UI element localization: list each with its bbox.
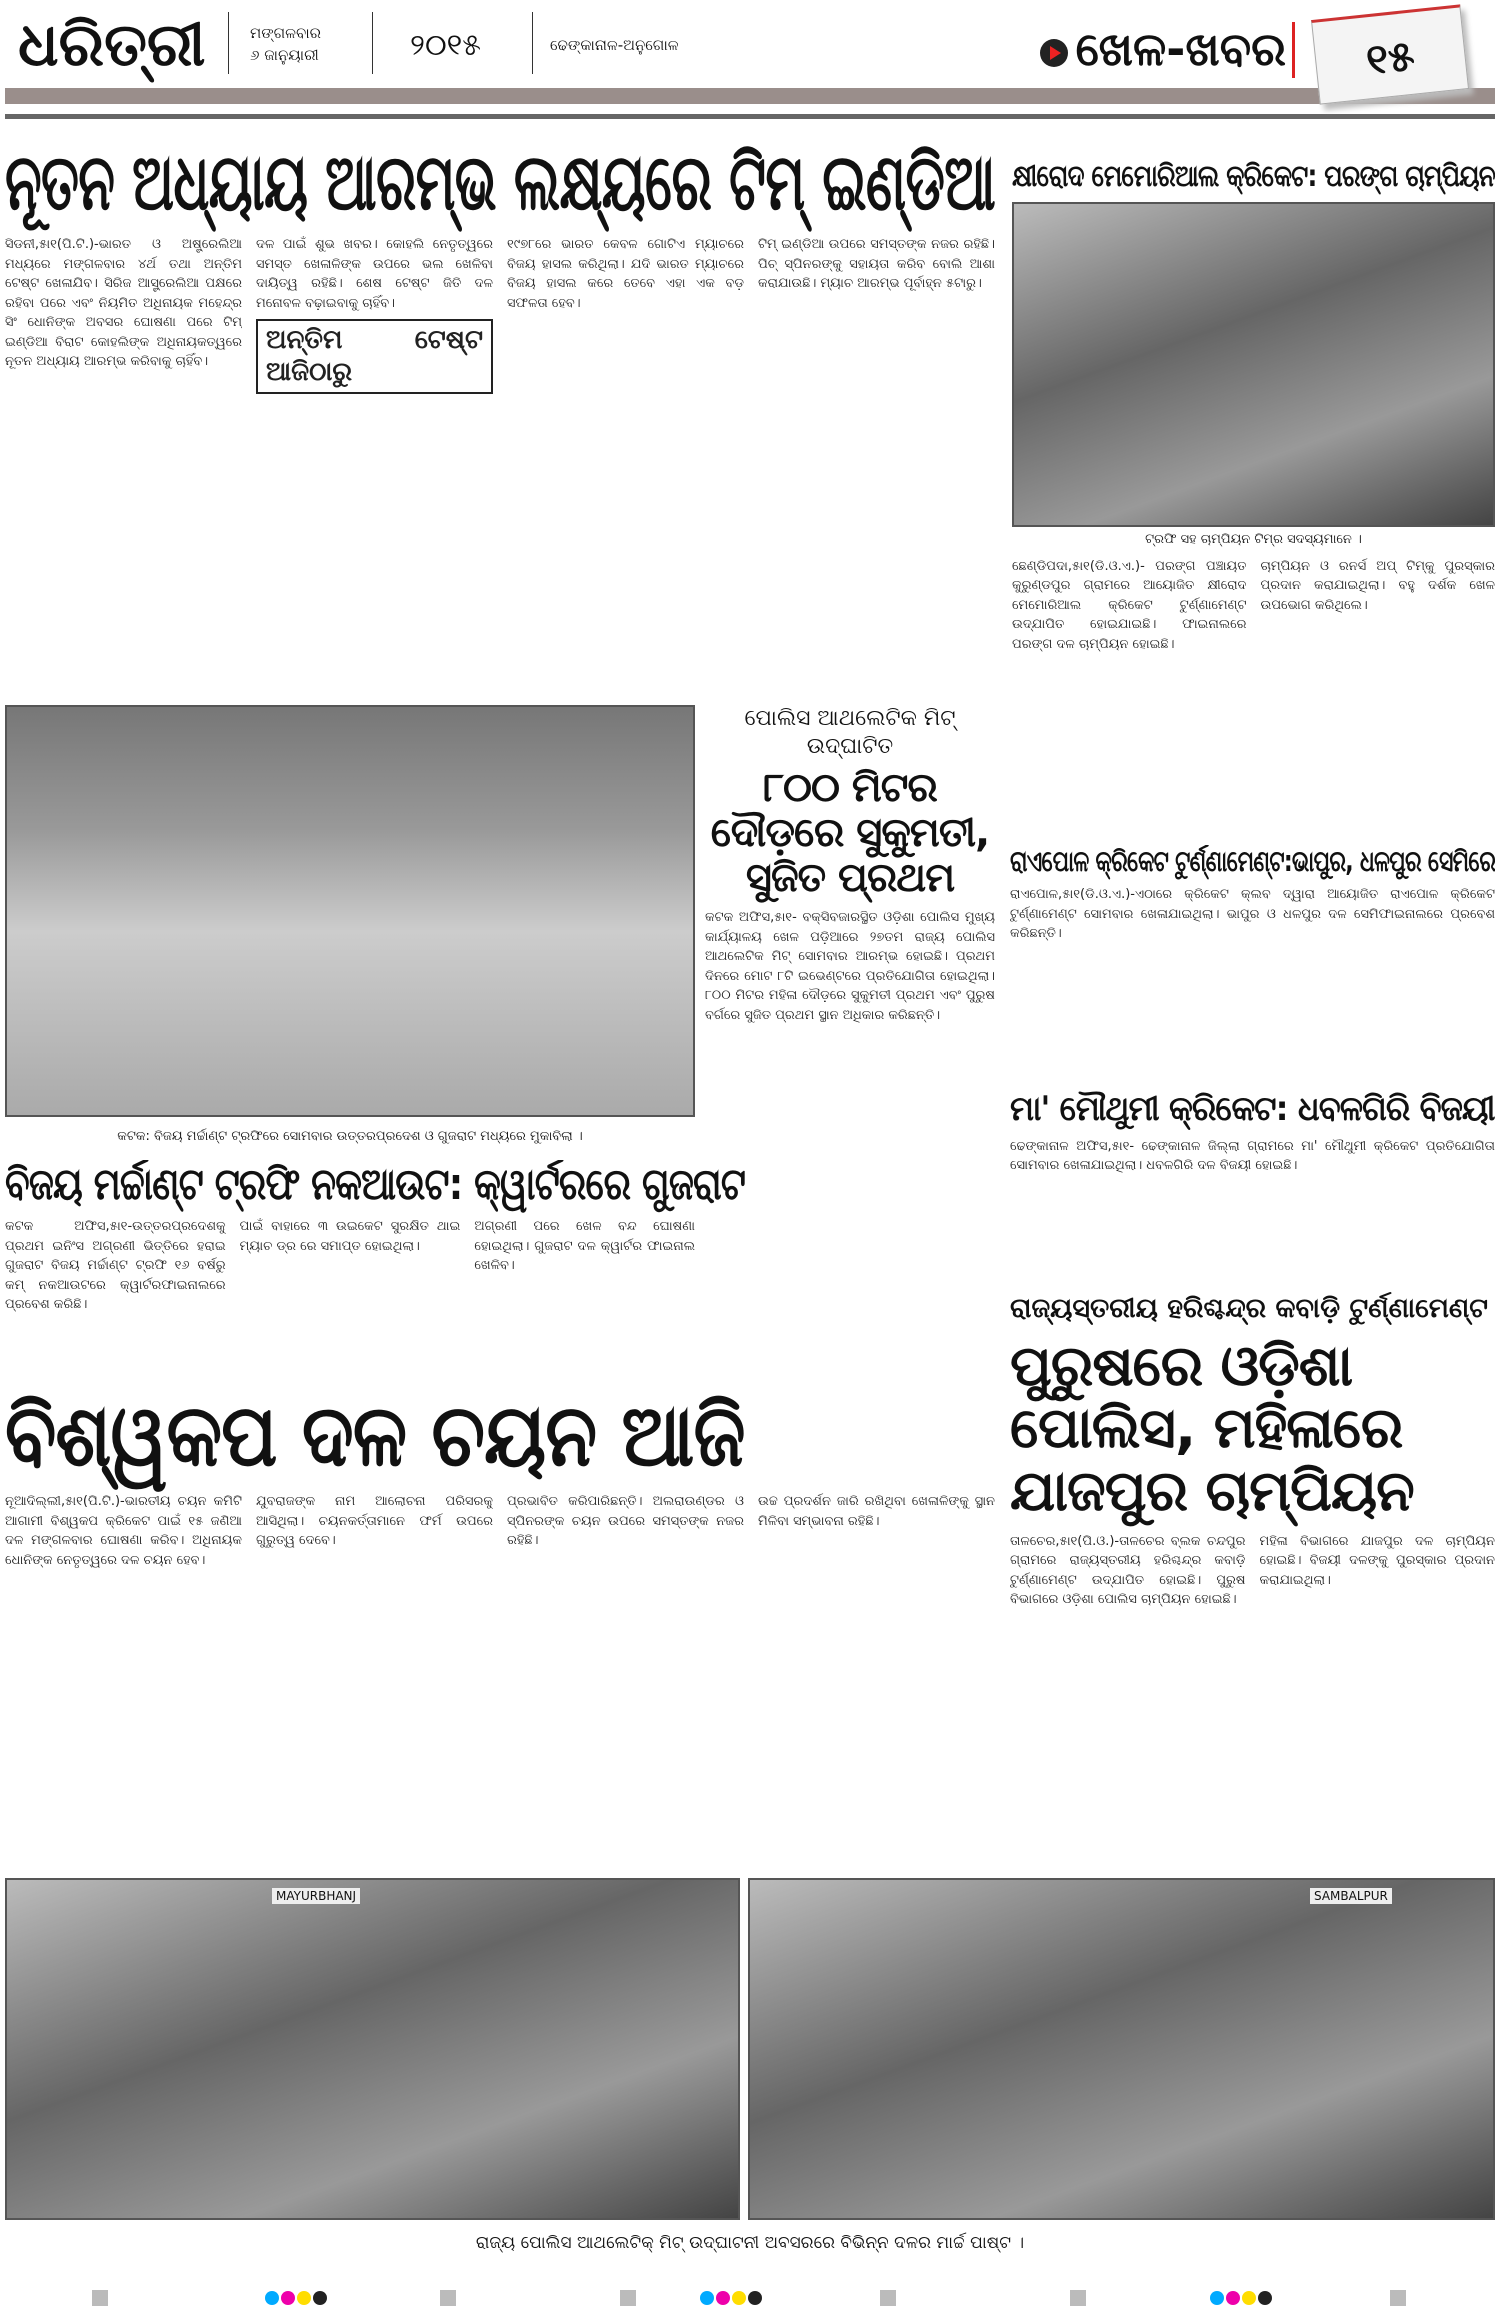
column-text: ଦଳ ପାଇଁ ଶୁଭ ଖବର। କୋହଲି ନେତୃତ୍ୱରେ ସମସ୍ତ ଖେଳାଳିଙ୍କ ଉପରେ ଭଲ ଖେଳିବା ଦାୟିତ୍ୱ ରହିଛି। ଶେଷ ଟେଷ୍ଟ ଜିତି ଦଳ ମନୋବଳ ବଢ଼ାଇବାକୁ ଚାହିଁବ। [256, 237, 493, 311]
header-rule [5, 114, 1495, 119]
column: ଉଚ୍ଚ ପ୍ରଦର୍ଶନ ଜାରି ରଖିଥିବା ଖେଳାଳିଙ୍କୁ ସ୍ଥାନ ମିଳିବା ସମ୍ଭାବନା ରହିଛି। [758, 1494, 995, 1529]
raipola-body [1010, 885, 1495, 1080]
hazare-body [5, 1217, 695, 1382]
lead-story [5, 140, 995, 702]
inset-box: ଅନ୍ତିମ ଟେଷ୍ଟ ଆଜିଠାରୁ [256, 319, 493, 393]
cricket-photo [5, 705, 695, 1117]
worldcup-headline-wrap [5, 1388, 745, 1484]
column: କଟକ ଅଫିସ,୫ା୧-ଉତ୍ତରପ୍ରଦେଶକୁ ପ୍ରଥମ ଇନିଂସ ଅଗ୍ରଣୀ ଭିତ୍ତିରେ ହରାଇ ଗୁଜରାଟ ବିଜୟ ମର୍ଚ୍ଚାଣ୍ଟ ଟ୍ରଫି ୧୬ ବର୍ଷରୁ କମ୍ ନକଆଉଟରେ କ୍ୱାର୍ଟରଫାଇନାଲରେ ପ୍ରବେଶ କରିଛି। [5, 1219, 226, 1313]
cricket-caption: କଟକ: ବିଜୟ ମର୍ଚ୍ଚାଣ୍ଟ ଟ୍ରଫିରେ ସୋମବାର ଉତ୍ତରପ୍ରଦେଶ ଓ ଗୁଜରାଟ ମଧ୍ୟରେ ମୁକାବିଲା । [117, 1129, 583, 1144]
mouthumi-headline: ମା' ମୌଥୁମୀ କ୍ରିକେଟ: ଧବଳଗିରି ବିଜୟୀ [1010, 1089, 1495, 1130]
play-icon [1040, 39, 1068, 67]
column: ତାଳଚେର,୫ା୧(ପି.ଓ.)-ତାଳଚେର ବ୍ଲକ ଚନ୍ଦପୁର ଗ୍ରାମରେ ରାଜ୍ୟସ୍ତରୀୟ ହରିଶ୍ଚନ୍ଦ୍ର କବାଡ଼ି ଟୁର୍ଣ୍ଣାମେଣ୍ଟ ଉଦ୍‌ଯାପିତ ହୋଇଛି। ପୁରୁଷ ବିଭାଗରେ ଓଡ଼ିଶା ପୋଲିସ ଚାମ୍ପିୟନ ହୋଇଛି। [1010, 1533, 1246, 1608]
column: ପାଇଁ ବାହାରେ ୩ ଉଇକେଟ ସୁରକ୍ଷିତ ଥାଇ ମ୍ୟାଚ ଡ୍ର ରେ ସମାପ୍ତ ହୋଇଥିଲା। [239, 1219, 461, 1254]
column: ସିଡନୀ,୫ା୧(ପି.ଟି.)-ଭାରତ ଓ ଅଷ୍ଟ୍ରେଲିଆ ମଧ୍ୟରେ ମଙ୍ଗଳବାର ୪ର୍ଥ ତଥା ଅନ୍ତିମ ଟେଷ୍ଟ ଖେଳାଯିବ। ସିରିଜ ଆସ୍ଟ୍ରେଲିଆ ପକ୍ଷରେ ରହିବା ପରେ ଏବଂ ନିୟମିତ ଅଧିନାୟକ ମହେନ୍ଦ୍ର ସିଂ ଧୋନିଙ୍କ ଅବସର ଘୋଷଣା ପରେ ଟିମ୍ ଇଣ୍ଡିଆ ବିରାଟ କୋହଲିଙ୍କ ଅଧିନାୟକତ୍ୱରେ ନୂତନ ଅଧ୍ୟାୟ ଆରମ୍ଭ କରିବାକୁ ଚାହିଁବ। [5, 237, 242, 370]
day: ମଙ୍ଗଳବାର [250, 24, 322, 42]
athletics-kicker: ପୋଲିସ ଆଥଲେଟିକ ମିଟ୍ ଉଦ୍‌ଘାଟିତ [744, 706, 956, 759]
column: ପ୍ରଭାବିତ କରିପାରିଛନ୍ତି। ଅଲରାଉଣ୍ଡର ଓ ସ୍ପିନରଙ୍କ ଚୟନ ଉପରେ ସମସ୍ତଙ୍କ ନଜର ରହିଛି। [507, 1494, 744, 1549]
column [256, 235, 493, 702]
masthead-logo: ଧରିତ୍ରୀ [18, 10, 206, 80]
kheerod-headline: କ୍ଷୀରୋଦ ମେମୋରିଆଲ କ୍ରିକେଟ: ପରଙ୍ଗ ଚାମ୍ପିୟନ [1012, 160, 1495, 194]
column: ଛେଣ୍ଡିପଦା,୫ା୧(ଡି.ଓ.ଏ.)- ପରଙ୍ଗ ପଞ୍ଚାୟତ କୁରୁଣ୍ଡପୁର ଗ୍ରାମରେ ଆୟୋଜିତ କ୍ଷୀରୋଦ ମେମୋରିଆଲ କ୍ରିକେଟ ଟୁର୍ଣ୍ଣାମେଣ୍ଟ ଉଦ୍‌ଯାପିତ ହୋଇଯାଇଛି। ଫାଇନାଲରେ ପରଙ୍ଗ ଦଳ ଚାମ୍ପିୟନ ହୋଇଛି। [1012, 558, 1247, 652]
column: କଟକ ଅଫିସ,୫ା୧- ବକ୍ସିବଜାରସ୍ଥିତ ଓଡ଼ିଶା ପୋଲିସ ମୁଖ୍ୟ କାର୍ଯ୍ୟାଳୟ ଖେଳ ପଡ଼ିଆରେ ୨୭ତମ ରାଜ୍ୟ ପୋଲିସ ଆଥଲେଟିକ ମିଟ୍ ସୋମବାର ଆରମ୍ଭ ହୋଇଛି। ପ୍ରଥମ ଦିନରେ ମୋଟ ୮ଟି ଇଭେଣ୍ଟରେ ପ୍ରତିଯୋଗିତା ହୋଇଥିଲା। ୮୦୦ ମିଟର ମହିଳା ଦୌଡ଼ରେ ସୁକୁମତୀ ପ୍ରଥମ ଏବଂ ପୁରୁଷ ବର୍ଗରେ ସୁଜିତ ପ୍ରଥମ ସ୍ଥାନ ଅଧିକାର କରିଛନ୍ତି। [705, 910, 995, 1023]
banner-text: SAMBALPUR [1310, 1888, 1392, 1904]
divider [532, 12, 533, 74]
hazare-headline: ବିଜୟ ମର୍ଚ୍ଚାଣ୍ଟ ଟ୍ରଫି ନକଆଉଟ: କ୍ୱାର୍ଟରରେ ଗୁଜରାଟ [5, 1160, 745, 1210]
raipola-mouthumi [1010, 845, 1495, 1285]
worldcup-headline: ବିଶ୍ୱକପ ଦଳ ଚୟନ ଆଜି [5, 1388, 745, 1486]
date: ୬ ଜାନୁୟାରୀ [250, 46, 319, 64]
column: ଢେଙ୍କାନାଳ ଅଫିସ,୫ା୧- ଢେଙ୍କାନାଳ ଜିଲ୍ଲା ଗ୍ରାମରେ ମା' ମୌଥୁମୀ କ୍ରିକେଟ ପ୍ରତିଯୋଗିତା ସୋମବାର ଖେଳାଯାଇଥିଲା। ଧବଳଗିରି ଦଳ ବିଜୟୀ ହୋଇଛି। [1010, 1138, 1495, 1174]
section-label: ଖେଳ-ଖବର [1075, 22, 1286, 76]
kheerod-body [1012, 557, 1495, 840]
kabadi-headline: ପୁରୁଷରେ ଓଡ଼ିଶା ପୋଲିସ, ମହିଳାରେ ଯାଜପୁର ଚାମ୍ପିୟନ [1010, 1333, 1414, 1525]
lead-body [5, 235, 995, 702]
column: ଚାମ୍ପିୟନ ଓ ରନର୍ସ ଅପ୍ ଟିମ୍‌କୁ ପୁରସ୍କାର ପ୍ରଦାନ କରାଯାଇଥିଲା। ବହୁ ଦର୍ଶକ ଖେଳ ଉପଭୋଗ କରିଥିଲେ। [1260, 558, 1495, 613]
march-photo-right [748, 1878, 1495, 2220]
print-marks [0, 2290, 1500, 2310]
column: ଯୁବରାଜଙ୍କ ନାମ ଆଲୋଚନା ପରିସରକୁ ଆସିଥିଲା। ଚୟନକର୍ତ୍ତାମାନେ ଫର୍ମ ଉପରେ ଗୁରୁତ୍ୱ ଦେବେ। [256, 1494, 493, 1549]
page-number: ୧୫ [1311, 4, 1469, 104]
athletics-story [705, 705, 995, 1220]
worldcup-story [5, 1388, 995, 1836]
masthead-dateline [250, 22, 321, 66]
kabadi-story [1010, 1292, 1495, 1836]
kheerod-story [1012, 160, 1495, 840]
team-photo [1012, 202, 1495, 527]
column: ନୂଆଦିଲ୍ଲୀ,୫ା୧(ପି.ଟି.)-ଭାରତୀୟ ଚୟନ କମିଟି ଆଗାମୀ ବିଶ୍ୱକପ କ୍ରିକେଟ ପାଇଁ ୧୫ ଜଣିଆ ଦଳ ମଙ୍ଗଳବାର ଘୋଷଣା କରିବ। ଅଧିନାୟକ ଧୋନିଙ୍କ ନେତୃତ୍ୱରେ ଦଳ ଚୟନ ହେବ। [5, 1494, 242, 1568]
column: ଟିମ୍ ଇଣ୍ଡିଆ ଉପରେ ସମସ୍ତଙ୍କ ନଜର ରହିଛି। ପିଚ୍ ସ୍ପିନରଙ୍କୁ ସହାୟତା କରିବ ବୋଲି ଆଶା କରାଯାଉଛି। ମ୍ୟାଚ ଆରମ୍ଭ ପୂର୍ବାହ୍ନ ୫ଟାରୁ। [758, 237, 995, 292]
athletics-headline: ୮୦୦ ମିଟର ଦୌଡ଼ରେ ସୁକୁମତୀ, ସୁଜିତ ପ୍ରଥମ [710, 765, 990, 901]
athletics-body [705, 908, 995, 1220]
kabadi-kicker: ରାଜ୍ୟସ୍ତରୀୟ ହରିଶ୍ଚନ୍ଦ୍ର କବାଡ଼ି ଟୁର୍ଣ୍ଣାମେଣ୍ଟ [1010, 1293, 1489, 1324]
worldcup-body [5, 1492, 995, 1836]
column: ମହିଳା ବିଭାଗରେ ଯାଜପୁର ଦଳ ଚାମ୍ପିୟନ ହୋଇଛି। ବିଜୟୀ ଦଳଙ୍କୁ ପୁରସ୍କାର ପ୍ରଦାନ କରାଯାଇଥିଲା। [1259, 1533, 1495, 1588]
mouthumi-body [1010, 1137, 1495, 1285]
column: ରାଏପୋଳ,୫ା୧(ଡି.ଓ.ଏ.)-ଏଠାରେ କ୍ରିକେଟ କ୍ଲବ ଦ୍ୱାରା ଆୟୋଜିତ ରାଏପୋଳ କ୍ରିକେଟ ଟୁର୍ଣ୍ଣାମେଣ୍ଟ ସୋମବାର ଖେଳାଯାଇଥିଲା। ଭାପୁର ଓ ଧଳପୁର ଦଳ ସେମିଫାଇନାଲରେ ପ୍ରବେଶ କରିଛନ୍ତି। [1010, 887, 1495, 942]
divider [228, 12, 229, 74]
kabadi-body [1010, 1532, 1495, 1836]
march-photo-left [5, 1878, 740, 2220]
hazare-story [5, 1160, 745, 1382]
photo-caption: ଟ୍ରଫି ସହ ଚାମ୍ପିୟନ ଟିମ୍‌ର ସଦସ୍ୟମାନେ । [1145, 531, 1362, 547]
banner-text: MAYURBHANJ [272, 1888, 360, 1904]
bottom-caption: ରାଜ୍ୟ ପୋଲିସ ଆଥଲେଟିକ୍ ମିଟ୍ ଉଦ୍‌ଘାଟନୀ ଅବସରରେ ବିଭିନ୍ନ ଦଳର ମାର୍ଚ୍ଚ ପାଷ୍ଟ । [475, 2233, 1025, 2253]
section-title [1040, 22, 1295, 78]
divider [372, 12, 373, 74]
year: ୨୦୧୫ [410, 28, 482, 63]
edition: ଢେଙ୍କାନାଳ-ଅନୁଗୋଳ [550, 36, 679, 54]
lead-headline: ନୂତନ ଅଧ୍ୟାୟ ଆରମ୍ଭ ଲକ୍ଷ୍ୟରେ ଟିମ୍ ଇଣ୍ଡିଆ [5, 140, 995, 228]
column: ୧୯୭୮ରେ ଭାରତ କେବଳ ଗୋଟିଏ ମ୍ୟାଚରେ ବିଜୟ ହାସଲ କରିଥିଲା। ଯଦି ଭାରତ ମ୍ୟାଚରେ ବିଜୟ ହାସଲ କରେ ତେବେ ଏହା ଏକ ବଡ଼ ସଫଳତା ହେବ। [507, 237, 744, 311]
raipola-headline: ରାଏପୋଳ କ୍ରିକେଟ ଟୁର୍ଣ୍ଣାମେଣ୍ଟ:ଭାପୁର, ଧଳପୁର ସେମିରେ [1010, 845, 1495, 878]
header-bar [5, 88, 1495, 104]
column: ଅଗ୍ରଣୀ ପରେ ଖେଳ ବନ୍ଦ ଘୋଷଣା ହୋଇଥିଲା। ଗୁଜରାଟ ଦଳ କ୍ୱାର୍ଟର ଫାଇନାଲ ଖେଳିବ। [474, 1219, 695, 1274]
